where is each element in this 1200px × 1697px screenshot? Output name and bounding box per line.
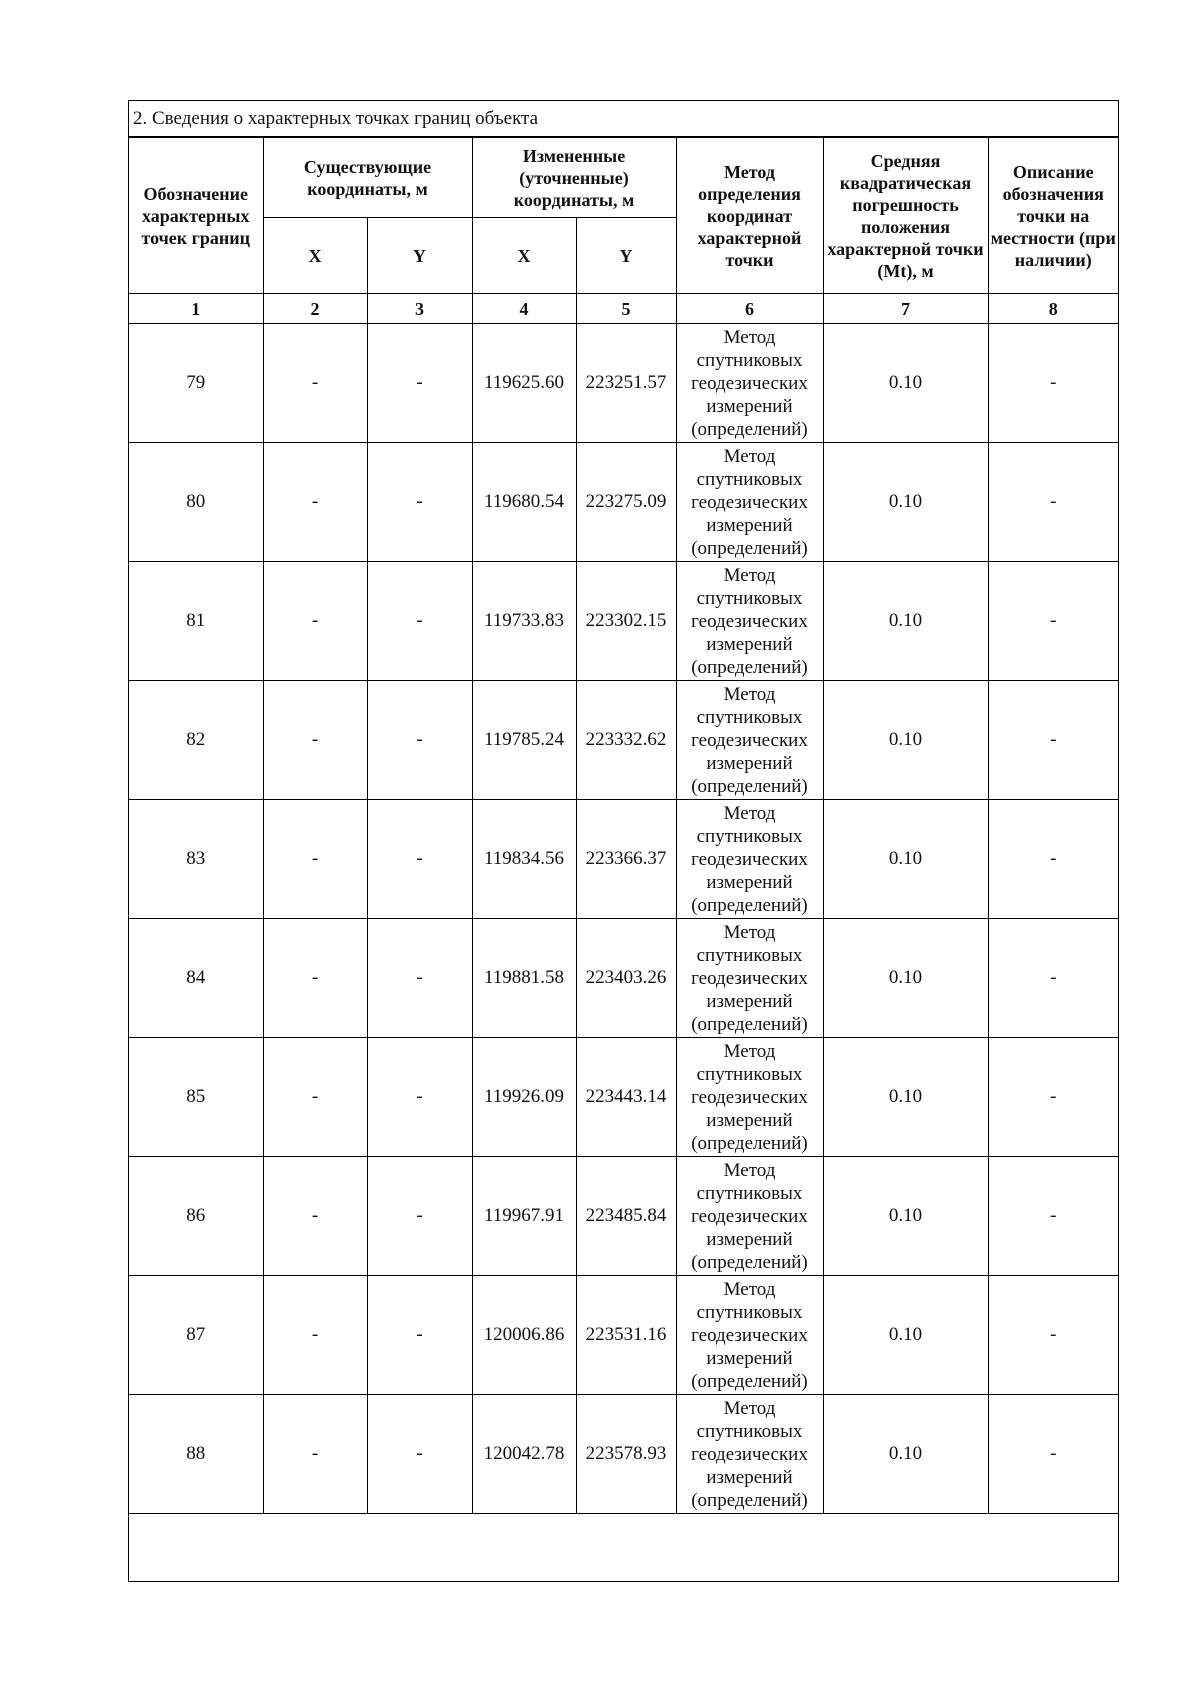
cell-description: - xyxy=(988,800,1118,919)
cell-method: Метод спутниковых геодезических измерений (определений) xyxy=(676,324,823,443)
cell-point-id: 87 xyxy=(129,1276,263,1395)
empty-footer-row xyxy=(129,1513,1118,1581)
cell-error-mt: 0.10 xyxy=(823,1276,988,1395)
table-row xyxy=(129,1038,1118,1157)
cell-changed-x: 120006.86 xyxy=(472,1276,576,1395)
cell-error-mt: 0.10 xyxy=(823,562,988,681)
cell-existing-x: - xyxy=(263,919,367,1038)
cell-changed-x: 119881.58 xyxy=(472,919,576,1038)
cell-error-mt: 0.10 xyxy=(823,800,988,919)
boundary-points-table xyxy=(129,137,1118,1514)
cell-existing-x: - xyxy=(263,1038,367,1157)
cell-method: Метод спутниковых геодезических измерений (определений) xyxy=(676,919,823,1038)
cell-existing-y: - xyxy=(367,443,472,562)
cell-existing-y: - xyxy=(367,1395,472,1514)
column-number: 8 xyxy=(988,294,1118,324)
cell-existing-y: - xyxy=(367,919,472,1038)
cell-error-mt: 0.10 xyxy=(823,919,988,1038)
cell-description: - xyxy=(988,562,1118,681)
cell-description: - xyxy=(988,1038,1118,1157)
cell-changed-y: 223403.26 xyxy=(576,919,676,1038)
cell-method: Метод спутниковых геодезических измерений (определений) xyxy=(676,800,823,919)
header-error: Средняя квадратическая погрешность положения характерной точки (Mt), м xyxy=(823,138,988,294)
cell-error-mt: 0.10 xyxy=(823,1395,988,1514)
cell-changed-x: 119926.09 xyxy=(472,1038,576,1157)
cell-description: - xyxy=(988,1395,1118,1514)
cell-error-mt: 0.10 xyxy=(823,1038,988,1157)
cell-existing-x: - xyxy=(263,1395,367,1514)
column-number: 2 xyxy=(263,294,367,324)
cell-existing-x: - xyxy=(263,1276,367,1395)
cell-existing-x: - xyxy=(263,800,367,919)
header-description: Описание обозначения точки на местности (при наличии) xyxy=(988,138,1118,294)
cell-changed-x: 119785.24 xyxy=(472,681,576,800)
cell-point-id: 82 xyxy=(129,681,263,800)
cell-description: - xyxy=(988,324,1118,443)
cell-point-id: 86 xyxy=(129,1157,263,1276)
cell-existing-y: - xyxy=(367,1157,472,1276)
cell-point-id: 81 xyxy=(129,562,263,681)
cell-changed-y: 223443.14 xyxy=(576,1038,676,1157)
table-row xyxy=(129,800,1118,919)
cell-existing-x: - xyxy=(263,681,367,800)
table-row xyxy=(129,1395,1118,1514)
column-number: 7 xyxy=(823,294,988,324)
cell-changed-x: 120042.78 xyxy=(472,1395,576,1514)
cell-changed-y: 223302.15 xyxy=(576,562,676,681)
header-existing-y: Y xyxy=(367,218,472,294)
cell-existing-y: - xyxy=(367,681,472,800)
table-row xyxy=(129,443,1118,562)
cell-description: - xyxy=(988,1157,1118,1276)
cell-point-id: 88 xyxy=(129,1395,263,1514)
cell-changed-y: 223485.84 xyxy=(576,1157,676,1276)
cell-existing-y: - xyxy=(367,1038,472,1157)
cell-changed-y: 223366.37 xyxy=(576,800,676,919)
cell-existing-y: - xyxy=(367,562,472,681)
cell-changed-y: 223275.09 xyxy=(576,443,676,562)
cell-error-mt: 0.10 xyxy=(823,681,988,800)
table-row xyxy=(129,562,1118,681)
cell-existing-y: - xyxy=(367,324,472,443)
table-row xyxy=(129,919,1118,1038)
cell-description: - xyxy=(988,443,1118,562)
cell-changed-x: 119733.83 xyxy=(472,562,576,681)
cell-existing-y: - xyxy=(367,800,472,919)
table-row xyxy=(129,681,1118,800)
column-number: 3 xyxy=(367,294,472,324)
cell-existing-x: - xyxy=(263,562,367,681)
header-existing-x: X xyxy=(263,218,367,294)
cell-method: Метод спутниковых геодезических измерений (определений) xyxy=(676,681,823,800)
cell-method: Метод спутниковых геодезических измерений (определений) xyxy=(676,1157,823,1276)
cell-description: - xyxy=(988,919,1118,1038)
cell-existing-x: - xyxy=(263,324,367,443)
cell-method: Метод спутниковых геодезических измерений (определений) xyxy=(676,1276,823,1395)
cell-changed-y: 223251.57 xyxy=(576,324,676,443)
column-number: 4 xyxy=(472,294,576,324)
cell-changed-x: 119625.60 xyxy=(472,324,576,443)
header-changed-y: Y xyxy=(576,218,676,294)
cell-existing-x: - xyxy=(263,443,367,562)
cell-existing-y: - xyxy=(367,1276,472,1395)
cell-changed-y: 223578.93 xyxy=(576,1395,676,1514)
cell-point-id: 85 xyxy=(129,1038,263,1157)
cell-changed-x: 119967.91 xyxy=(472,1157,576,1276)
table-row xyxy=(129,324,1118,443)
section-title: 2. Сведения о характерных точках границ объекта xyxy=(129,101,1118,137)
cell-changed-x: 119680.54 xyxy=(472,443,576,562)
cell-point-id: 84 xyxy=(129,919,263,1038)
cell-error-mt: 0.10 xyxy=(823,1157,988,1276)
table-row xyxy=(129,1276,1118,1395)
header-designation: Обозначение характерных точек границ xyxy=(129,138,263,294)
cell-error-mt: 0.10 xyxy=(823,324,988,443)
cell-description: - xyxy=(988,1276,1118,1395)
cell-point-id: 80 xyxy=(129,443,263,562)
header-existing-coordinates: Существующие координаты, м xyxy=(263,138,472,218)
cell-method: Метод спутниковых геодезических измерений (определений) xyxy=(676,1038,823,1157)
table-row xyxy=(129,1157,1118,1276)
cell-method: Метод спутниковых геодезических измерений (определений) xyxy=(676,1395,823,1514)
cell-method: Метод спутниковых геодезических измерений (определений) xyxy=(676,562,823,681)
boundary-points-sheet xyxy=(128,100,1119,1582)
cell-point-id: 79 xyxy=(129,324,263,443)
header-changed-coordinates: Измененные (уточненные) координаты, м xyxy=(472,138,676,218)
column-number: 1 xyxy=(129,294,263,324)
cell-error-mt: 0.10 xyxy=(823,443,988,562)
column-number: 6 xyxy=(676,294,823,324)
cell-point-id: 83 xyxy=(129,800,263,919)
header-method: Метод определения координат характерной точки xyxy=(676,138,823,294)
cell-changed-y: 223332.62 xyxy=(576,681,676,800)
cell-description: - xyxy=(988,681,1118,800)
cell-method: Метод спутниковых геодезических измерений (определений) xyxy=(676,443,823,562)
header-changed-x: X xyxy=(472,218,576,294)
cell-changed-x: 119834.56 xyxy=(472,800,576,919)
column-number: 5 xyxy=(576,294,676,324)
cell-existing-x: - xyxy=(263,1157,367,1276)
cell-changed-y: 223531.16 xyxy=(576,1276,676,1395)
